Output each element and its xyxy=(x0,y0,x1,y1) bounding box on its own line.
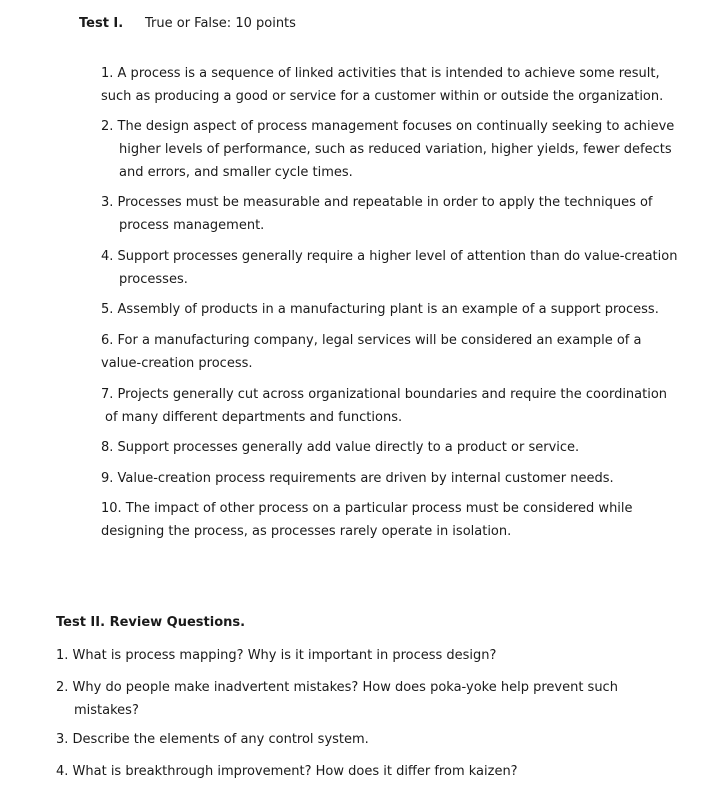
question-line: designing the process, as processes rarely operate in isolation. xyxy=(101,524,512,539)
question-line: 3. Describe the elements of any control system. xyxy=(56,732,369,747)
tf-question-2 xyxy=(101,115,674,184)
question-line: mistakes? xyxy=(74,703,139,718)
question-line: 3. Processes must be measurable and repeatable in order to apply the techniques of xyxy=(101,195,653,210)
question-line: 7. Projects generally cut across organizational boundaries and require the coordination xyxy=(101,387,668,402)
question-line: of many different departments and functions. xyxy=(105,410,403,425)
test1-title: True or False: 10 points xyxy=(145,16,296,31)
question-line: process management. xyxy=(119,218,265,233)
question-line: such as producing a good or service for a customer within or outside the organization. xyxy=(101,89,664,104)
test2-header: Test II. Review Questions. xyxy=(56,615,246,630)
question-line: 6. For a manufacturing company, legal services will be considered an example of a xyxy=(101,333,642,348)
question-line: higher levels of performance, such as reduced variation, higher yields, fewer defects xyxy=(119,142,672,157)
tf-question-4 xyxy=(101,245,677,291)
question-line: 2. Why do people make inadvertent mistakes? How does poka-yoke help prevent such xyxy=(56,680,618,695)
question-line: 1. A process is a sequence of linked activities that is intended to achieve some result, xyxy=(101,66,660,81)
tf-question-8 xyxy=(101,436,579,459)
tf-question-10 xyxy=(101,497,633,543)
question-line: 4. What is breakthrough improvement? How does it differ from kaizen? xyxy=(56,764,518,779)
question-line: 2. The design aspect of process management focuses on continually seeking to achieve xyxy=(101,119,675,134)
review-question-1 xyxy=(56,644,496,667)
question-line: processes. xyxy=(119,272,188,287)
review-question-2 xyxy=(56,676,618,722)
question-line: and errors, and smaller cycle times. xyxy=(119,165,353,180)
review-question-3 xyxy=(56,728,369,751)
question-line: value-creation process. xyxy=(101,356,253,371)
question-line: 1. What is process mapping? Why is it important in process design? xyxy=(56,648,497,663)
question-line: 10. The impact of other process on a particular process must be considered while xyxy=(101,501,633,516)
question-line: 8. Support processes generally add value directly to a product or service. xyxy=(101,440,580,455)
question-line: 9. Value-creation process requirements are driven by internal customer needs. xyxy=(101,471,614,486)
tf-question-7 xyxy=(101,383,667,429)
test1-label: Test I. xyxy=(79,16,124,31)
test1-header xyxy=(79,16,296,31)
tf-question-6 xyxy=(101,329,641,375)
tf-question-3 xyxy=(101,191,653,237)
tf-question-5 xyxy=(101,298,659,321)
tf-question-1 xyxy=(101,62,663,108)
question-line: 4. Support processes generally require a higher level of attention than do value-creation xyxy=(101,249,678,264)
tf-question-9 xyxy=(101,467,614,490)
question-line: 5. Assembly of products in a manufacturing plant is an example of a support process. xyxy=(101,302,659,317)
review-question-4 xyxy=(56,760,518,783)
